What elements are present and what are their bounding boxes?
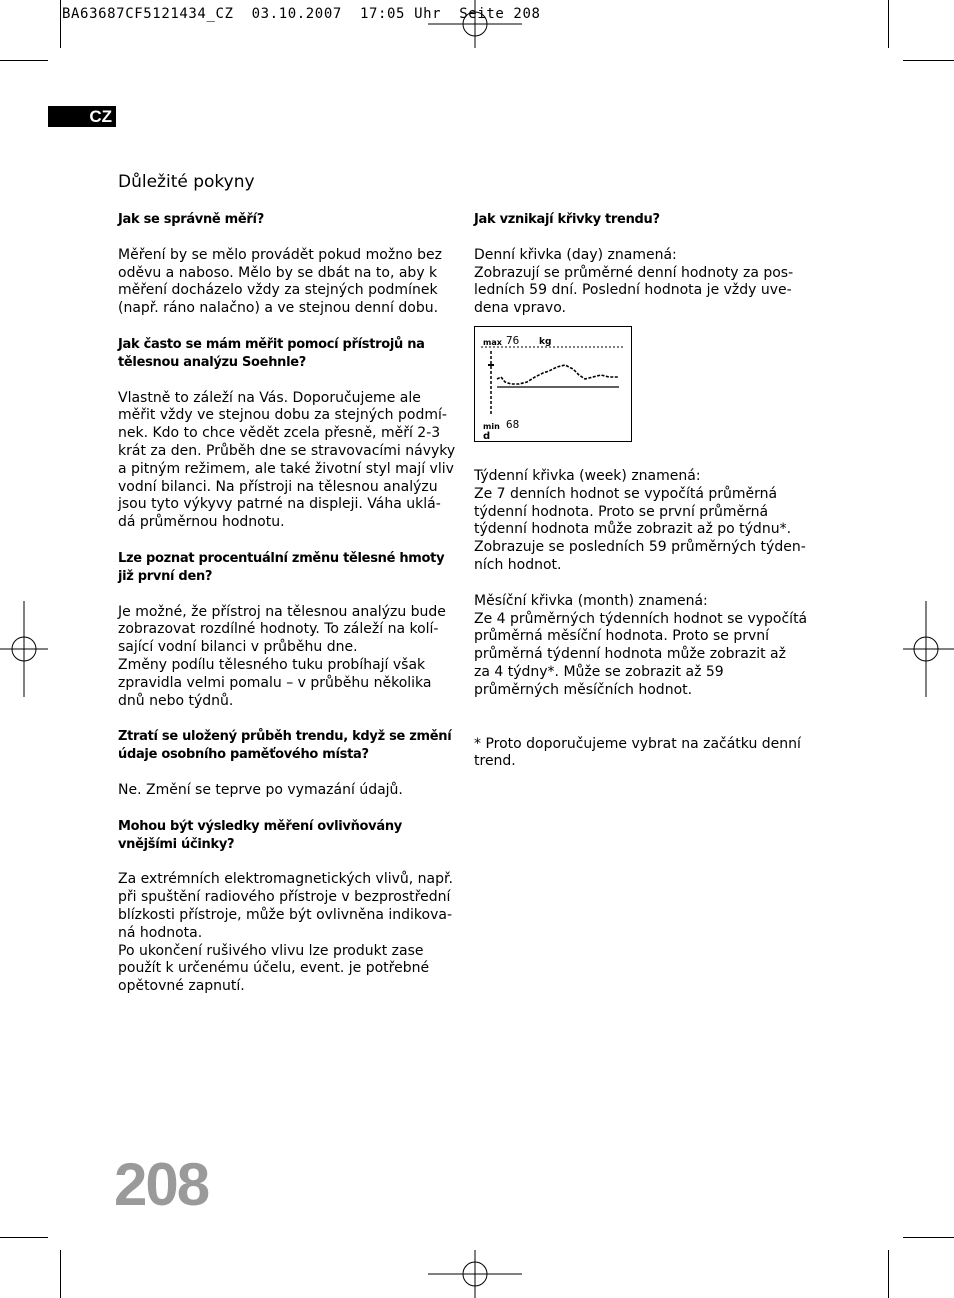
question-external-effects: Mohou být výsledky měření ovlivňovány vnějšími účinky? xyxy=(118,818,402,852)
question-measuring: Jak se správně měří? xyxy=(118,212,264,227)
question-first-day: Lze poznat procentuální změnu tělesné hmoty již první den? xyxy=(118,550,445,584)
right-column xyxy=(474,211,814,789)
answer-external-effects: Za extrémních elektromagnetických vlivů, např. při spuštění radiového přístroje v bezprostřední blízkosti přístroje, může být ovlivněna indikova- ná hodnota. Po ukončení rušivého vlivu lze produkt zase použít k určenému účelu, event. je potřebné opětovné zapnutí. xyxy=(118,871,453,995)
answer-measuring: Měření by se mělo provádět pokud možno bez oděvu a naboso. Mělo by se dbát na to, aby k měření docházelo vždy za stejných podmínek (např. ráno nalačno) a ve stejnou denní dobu. xyxy=(118,246,442,317)
graph-min-value: 68 xyxy=(506,417,520,431)
language-tab xyxy=(48,106,116,127)
answer-frequency: Vlastně to záleží na Vás. Doporučujeme ale měřit vždy ve stejnou dobu za stejných podmí- nek. Kdo to chce vědět zcela přesně, měří 2-3 krát za den. Průběh dne se stravovacími návyky a pitným režimem, ale také životní styl mají vliv vodní bilanci. Na přístroji na tělesnou analýzu jsou tyto výkyvy patrné na displeji. Váha uklá- dá průměrnou hodnotu. xyxy=(118,389,456,531)
question-frequency: Jak často se mám měřit pomocí přístrojů na tělesnou analýzu Soehnle? xyxy=(118,336,425,370)
question-trend-loss: Ztratí se uložený průběh trendu, když se změní údaje osobního paměťového místa? xyxy=(118,729,452,763)
graph-min-label: min xyxy=(483,421,500,431)
graph-max-label: max xyxy=(483,337,502,347)
answer-first-day: Je možné, že přístroj na tělesnou analýzu bude zobrazovat rozdílné hodnoty. To záleží na kolí- sající vodní bilanci v průběhu dne. Změny podílu tělesného tuku probíhají však zpravidla velmi pomalu – v průběhu několika dnů nebo týdnů. xyxy=(118,603,446,709)
month-curve-text: Měsíční křivka (month) znamená: Ze 4 průměrných týdenních hodnot se vypočítá průměrná měsíční hodnota. Proto se první průměrná týdenní hodnota může zobrazit až za 4 týdny*. Může se zobrazit až 59 průměrných měsíčních hodnot. xyxy=(474,592,808,698)
answer-trend-loss: Ne. Změní se teprve po vymazání údajů. xyxy=(118,781,403,798)
language-label: CZ xyxy=(89,107,112,126)
trend-display-graph xyxy=(474,326,632,442)
week-curve-text: Týdenní křivka (week) znamená: Ze 7 denních hodnot se vypočítá průměrná týdenní hodnota. Proto se první průměrná týdenní hodnota může zobrazit až po týdnu*. Zobrazuje se posledních 59 průměrných týden- ních hodnot. xyxy=(474,467,806,573)
page-title: Důležité pokyny xyxy=(118,172,255,192)
graph-period: d xyxy=(483,430,491,442)
print-header: BA63687CF5121434_CZ 03.10.2007 17:05 Uhr Seite 208 xyxy=(62,6,541,22)
question-trend-curves: Jak vznikají křivky trendu? xyxy=(474,212,660,227)
left-column xyxy=(118,211,458,1014)
trend-curve xyxy=(475,327,631,441)
graph-unit: kg xyxy=(539,336,552,347)
day-curve-text: Denní křivka (day) znamená: Zobrazují se průměrné denní hodnoty za pos- ledních 59 dní. Poslední hodnota je vždy uve- dena vpravo. xyxy=(474,246,794,317)
graph-max-value: 76 xyxy=(506,333,520,347)
page-number: 208 xyxy=(114,1151,209,1218)
footnote: * Proto doporučujeme vybrat na začátku denní trend. xyxy=(474,735,801,770)
